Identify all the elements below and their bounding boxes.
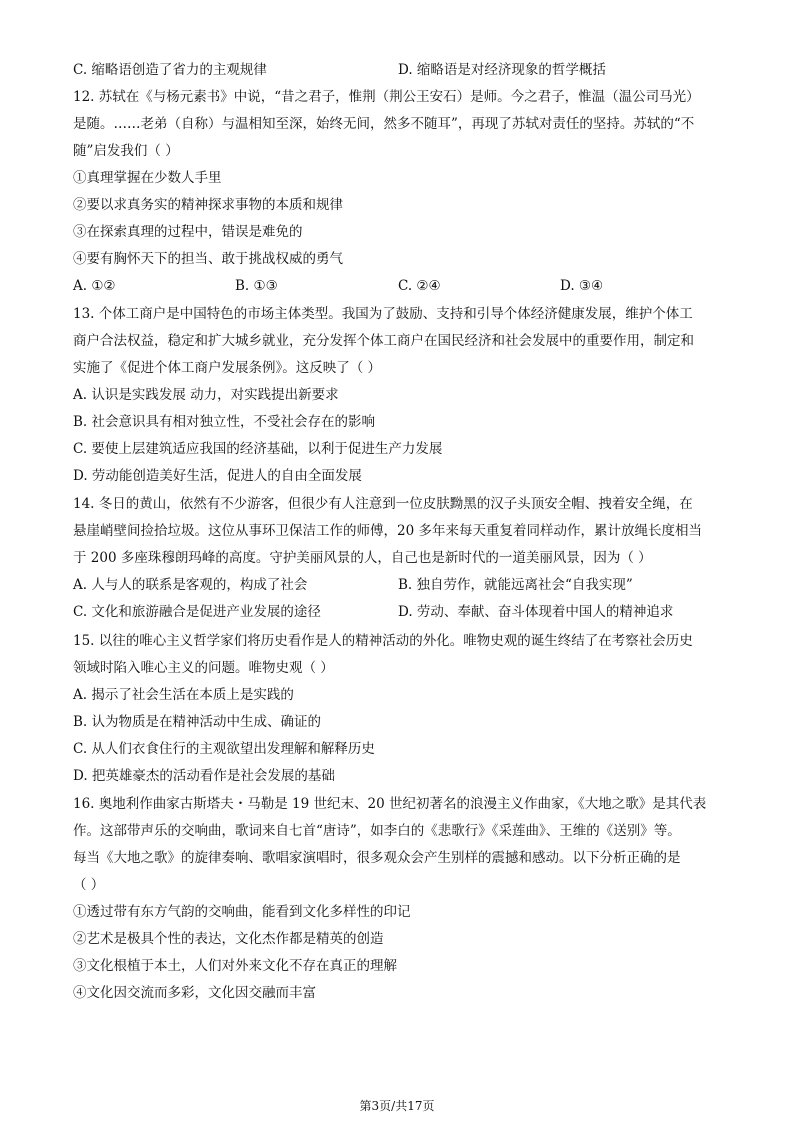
q16-statement-3: ③文化根植于本土，人们对外来文化不存在真正的理解 (73, 958, 397, 974)
q14-option-a: A. 人与人的联系是客观的，构成了社会 (73, 577, 308, 593)
q14-option-d: D. 劳动、奉献、奋斗体现着中国人的精神追求 (398, 604, 674, 620)
q12-stem-line-2: 是随。……老弟（自称）与温相知至深，始终无间，然多不随耳”，再现了苏轼对责任的坚持。苏轼的“不 (73, 116, 695, 132)
q16-stem-line-3: 每当《大地之歌》的旋律奏响、歌唱家演唱时，很多观众会产生别样的震撼和感动。以下分析正确的是 (73, 850, 681, 866)
q15-stem-line-2: 领域时陷入唯心主义的问题。唯物史观（ ） (73, 660, 334, 676)
q12-option-a: A. ①② (73, 278, 116, 294)
q13-stem-line-2: 商户合法权益，稳定和扩大城乡就业，充分发挥个体工商户在国民经济和社会发展中的重要作用，制定和 (73, 333, 694, 349)
q12-statement-4: ④要有胸怀天下的担当、敢于挑战权威的勇气 (73, 251, 343, 267)
q13-stem-line-1: 13. 个体工商户是中国特色的市场主体类型。我国为了鼓励、支持和引导个体经济健康发展，维护个体工 (73, 306, 693, 322)
q13-option-a: A. 认识是实践发展 动力，对实践提出新要求 (73, 387, 339, 403)
q12-stem-line-3: 随”启发我们（ ） (73, 143, 179, 159)
q12-option-d: D. ③④ (560, 278, 604, 294)
q16-statement-2: ②艺术是极具个性的表达，文化杰作都是精英的创造 (73, 931, 384, 947)
q12-option-b: B. ①③ (235, 278, 278, 294)
q16-stem-line-1: 16. 奥地利作曲家古斯塔夫・马勒是 19 世纪末、20 世纪初著名的浪漫主义作曲家，《大地之歌》是其代表 (73, 796, 707, 812)
q15-option-a: A. 揭示了社会生活在本质上是实践的 (73, 687, 294, 703)
q14-stem-line-2: 悬崖峭壁间捡拾垃圾。这位从事环卫保洁工作的师傅，20 多年来每天重复着同样动作，累计放绳长度相当 (73, 523, 702, 539)
q14-stem-line-3: 于 200 多座珠穆朗玛峰的高度。守护美丽风景的人，自己也是新时代的一道美丽风景，因为（ ） (73, 550, 652, 566)
q16-stem-line-4: （ ） (73, 877, 105, 893)
q14-option-c: C. 文化和旅游融合是促进产业发展的途径 (73, 604, 321, 620)
q12-statement-1: ①真理掌握在少数人手里 (73, 170, 222, 186)
q12-option-c: C. ②④ (398, 278, 441, 294)
q13-option-b: B. 社会意识具有相对独立性，不受社会存在的影响 (73, 414, 376, 430)
q13-option-d: D. 劳动能创造美好生活，促进人的自由全面发展 (73, 468, 362, 484)
q11-option-c: C. 缩略语创造了省力的主观规律 (73, 62, 267, 78)
q13-stem-line-3: 实施了《促进个体工商户发展条例》。这反映了（ ） (73, 360, 382, 376)
page-number: 第3页/共17页 (359, 1099, 435, 1113)
q15-option-c: C. 从人们衣食住行的主观欲望出发理解和解释历史 (73, 741, 375, 757)
q13-option-c: C. 要使上层建筑适应我国的经济基础，以利于促进生产力发展 (73, 441, 443, 457)
q15-stem-line-1: 15. 以往的唯心主义哲学家们将历史看作是人的精神活动的外化。唯物史观的诞生终结了在考察社会历史 (73, 633, 693, 649)
q12-statement-3: ③在探索真理的过程中，错误是难免的 (73, 224, 303, 240)
q16-stem-line-2: 作。这部带声乐的交响曲，歌词来自七首“唐诗”，如李白的《悲歌行》《采莲曲》、王维的《送别》等。 (73, 823, 681, 839)
q12-stem-line-1: 12. 苏轼在《与杨元素书》中说，“昔之君子，惟荆（荆公王安石）是师。今之君子，惟温（温公司马光） (73, 89, 700, 105)
q11-option-d: D. 缩略语是对经济现象的哲学概括 (398, 62, 606, 78)
q15-option-d: D. 把英雄豪杰的活动看作是社会发展的基础 (73, 768, 335, 784)
q14-stem-line-1: 14. 冬日的黄山，依然有不少游客，但很少有人注意到一位皮肤黝黑的汉子头顶安全帽、拽着安全绳，在 (73, 496, 693, 512)
q16-statement-4: ④文化因交流而多彩，文化因交融而丰富 (73, 985, 316, 1001)
q16-statement-1: ①透过带有东方气韵的交响曲，能看到文化多样性的印记 (73, 904, 411, 920)
q15-option-b: B. 认为物质是在精神活动中生成、确证的 (73, 714, 322, 730)
q14-option-b: B. 独自劳作，就能远离社会“自我实现” (398, 577, 633, 593)
q12-statement-2: ②要以求真务实的精神探求事物的本质和规律 (73, 197, 343, 213)
